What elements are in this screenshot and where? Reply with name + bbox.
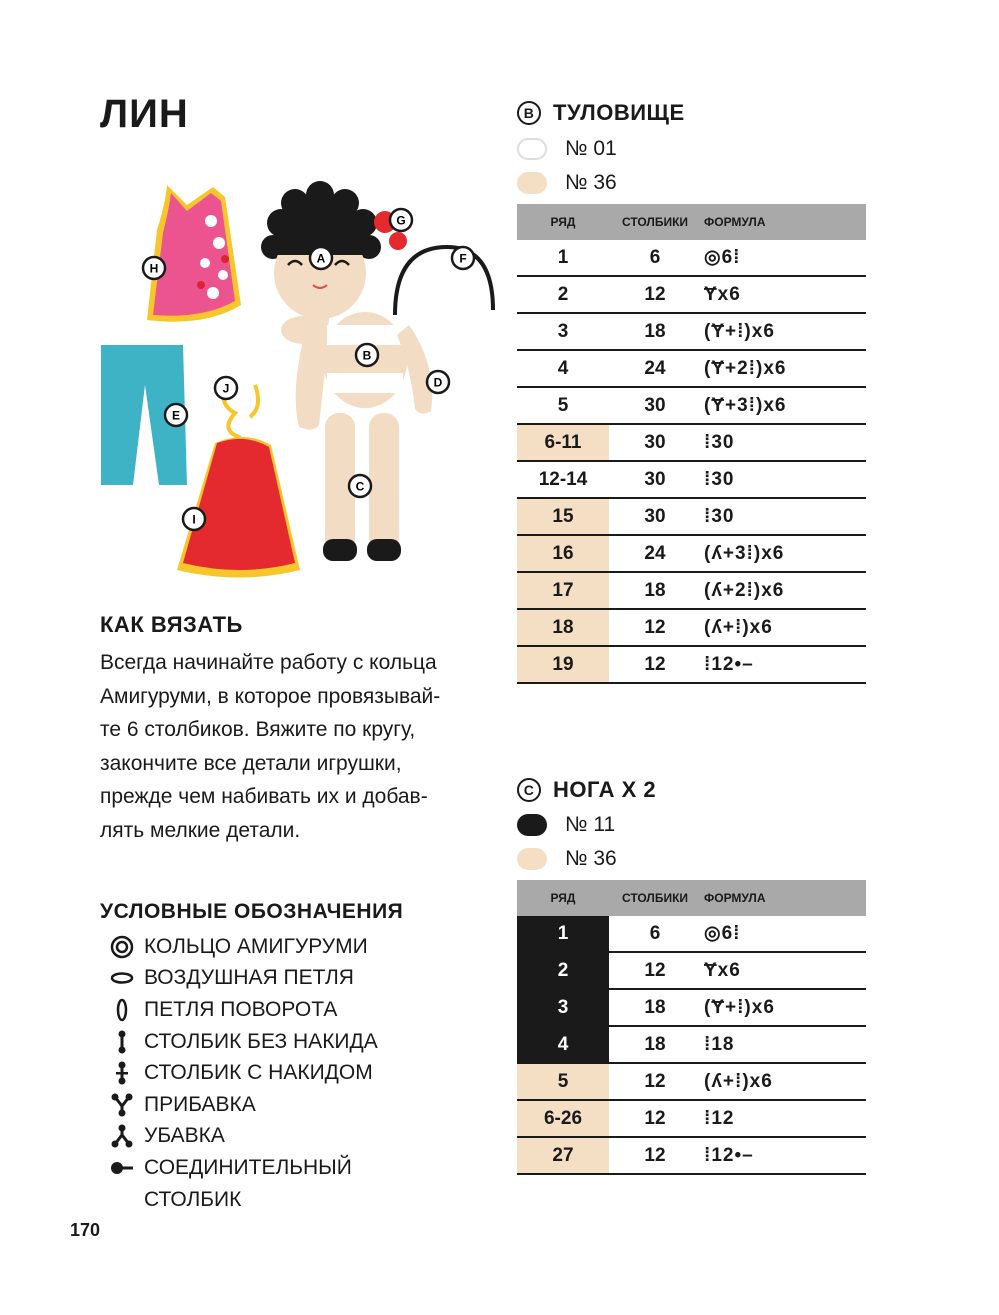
stitch-count: 24 (609, 535, 701, 572)
col-header-row: РЯД (517, 204, 609, 240)
formula: (ʎ+3⁞)x6 (701, 535, 866, 572)
legend-item (106, 931, 378, 963)
stitch-count: 12 (609, 952, 701, 989)
row-number: 1 (517, 916, 609, 952)
yarn-swatch (517, 172, 547, 194)
label-b: B (362, 348, 372, 363)
legend-item (106, 1057, 378, 1089)
legend-label: СТОЛБИК БЕЗ НАКИДА (144, 1029, 378, 1053)
how-to-line: лять мелкие детали. (100, 818, 301, 842)
yarn-swatch (517, 138, 547, 160)
col-header-row: РЯД (517, 880, 609, 916)
label-e: E (171, 408, 181, 423)
formula: ⁞30 (701, 498, 866, 535)
row-number: 3 (517, 989, 609, 1026)
legend-label: ВОЗДУШНАЯ ПЕТЛЯ (144, 966, 354, 990)
stitch-count: 30 (609, 387, 701, 424)
dress-part-h (147, 185, 241, 322)
legend-item (106, 963, 378, 995)
legend-item (106, 1184, 378, 1216)
col-header-count: СТОЛБИКИ (609, 880, 701, 916)
formula: (ʎ+2⁞)x6 (701, 572, 866, 609)
label-g: G (396, 213, 406, 228)
stitch-count: 18 (609, 1026, 701, 1063)
legend-heading: УСЛОВНЫЕ ОБОЗНАЧЕНИЯ (100, 900, 404, 923)
increase-icon (106, 1093, 138, 1117)
legend-label: СТОЛБИК С НАКИДОМ (144, 1061, 373, 1085)
col-header-formula: ФОРМУЛА (701, 880, 866, 916)
formula: (Ɏ+2⁞)x6 (701, 350, 866, 387)
table-row (517, 572, 866, 609)
legend-item (106, 1026, 378, 1058)
table-row (517, 387, 866, 424)
stitch-count: 12 (609, 609, 701, 646)
legend-list (106, 931, 378, 1215)
formula: (Ɏ+3⁞)x6 (701, 387, 866, 424)
doll-illustration (95, 175, 505, 585)
table-row (517, 276, 866, 313)
label-h: H (149, 261, 159, 276)
slip-stitch-icon (106, 1156, 138, 1180)
row-number: 6-26 (517, 1100, 609, 1137)
table-row (517, 916, 866, 952)
how-to-line: те 6 столбиков. Вяжите по кругу, (100, 718, 416, 742)
leg-heading (517, 777, 656, 803)
row-number: 12-14 (517, 461, 609, 498)
row-number: 5 (517, 387, 609, 424)
label-f: F (459, 251, 467, 266)
torso-table (517, 204, 866, 684)
table-row (517, 989, 866, 1026)
stitch-count: 12 (609, 646, 701, 683)
torso-title: ТУЛОВИЩЕ (553, 100, 685, 125)
row-number: 4 (517, 1026, 609, 1063)
stitch-count: 18 (609, 989, 701, 1026)
formula: (ʎ+⁞)x6 (701, 609, 866, 646)
label-j: J (222, 381, 230, 396)
legend-label: ПЕТЛЯ ПОВОРОТА (144, 997, 338, 1021)
how-to-line: Амигуруми, в которое провязывай- (100, 684, 441, 708)
legend-item (106, 1121, 378, 1153)
formula: ⁞30 (701, 461, 866, 498)
how-to-text (100, 646, 500, 848)
row-number: 27 (517, 1137, 609, 1174)
row-number: 1 (517, 240, 609, 276)
double-crochet-icon (106, 1061, 138, 1085)
single-crochet-icon (106, 1030, 138, 1054)
stitch-count: 30 (609, 461, 701, 498)
yarn-swatch (517, 848, 547, 870)
table-row (517, 498, 866, 535)
stitch-count: 6 (609, 240, 701, 276)
label-a: A (316, 251, 326, 266)
table-row (517, 535, 866, 572)
formula: Ɏx6 (701, 952, 866, 989)
stitch-count: 18 (609, 572, 701, 609)
torso-heading (517, 100, 685, 126)
row-number: 15 (517, 498, 609, 535)
legend-label: СОЕДИНИТЕЛЬНЫЙ (144, 1155, 352, 1179)
table-row (517, 646, 866, 683)
table-row (517, 424, 866, 461)
table-row (517, 1100, 866, 1137)
stitch-count: 6 (609, 916, 701, 952)
page-title: ЛИН (100, 92, 189, 136)
row-number: 5 (517, 1063, 609, 1100)
stitch-count: 12 (609, 276, 701, 313)
table-row (517, 313, 866, 350)
formula: ⁞18 (701, 1026, 866, 1063)
label-d: D (433, 375, 443, 390)
legend-label: СТОЛБИК (144, 1187, 242, 1211)
table-row (517, 952, 866, 989)
decrease-icon (106, 1124, 138, 1148)
skirt-part-i (177, 385, 300, 578)
section-letter-badge: C (517, 778, 541, 802)
yarn-row (517, 137, 617, 161)
row-number: 17 (517, 572, 609, 609)
row-number: 4 (517, 350, 609, 387)
row-number: 18 (517, 609, 609, 646)
formula: ◎6⁞ (701, 240, 866, 276)
table-row (517, 1063, 866, 1100)
row-number: 19 (517, 646, 609, 683)
col-header-count: СТОЛБИКИ (609, 204, 701, 240)
formula: Ɏx6 (701, 276, 866, 313)
legend-item (106, 994, 378, 1026)
yarn-row (517, 847, 617, 871)
chain-stitch-icon (106, 966, 138, 990)
magic-ring-icon (106, 935, 138, 959)
yarn-label: № 11 (565, 813, 616, 836)
yarn-label: № 01 (565, 137, 617, 160)
row-number: 6-11 (517, 424, 609, 461)
formula: (Ɏ+⁞)x6 (701, 989, 866, 1026)
how-to-heading: КАК ВЯЗАТЬ (100, 612, 243, 637)
formula: ⁞30 (701, 424, 866, 461)
table-row (517, 609, 866, 646)
stitch-count: 24 (609, 350, 701, 387)
how-to-line: Всегда начинайте работу с кольца (100, 651, 437, 674)
yarn-label: № 36 (565, 847, 617, 870)
row-number: 2 (517, 952, 609, 989)
turning-chain-icon (106, 998, 138, 1022)
yarn-swatch (517, 814, 547, 836)
legend-label: ПРИБАВКА (144, 1092, 256, 1116)
col-header-formula: ФОРМУЛА (701, 204, 866, 240)
formula: ⁞12 (701, 1100, 866, 1137)
stitch-count: 12 (609, 1063, 701, 1100)
legend-item (106, 1089, 378, 1121)
legend-item (106, 1152, 378, 1184)
how-to-line: закончите все детали игрушки, (100, 751, 402, 775)
row-number: 3 (517, 313, 609, 350)
legend-label: УБАВКА (144, 1124, 225, 1148)
stitch-count: 12 (609, 1137, 701, 1174)
formula: (Ɏ+⁞)x6 (701, 313, 866, 350)
yarn-row (517, 171, 617, 195)
formula: (ʎ+⁞)x6 (701, 1063, 866, 1100)
stitch-count: 30 (609, 424, 701, 461)
formula: ◎6⁞ (701, 916, 866, 952)
table-row (517, 461, 866, 498)
formula: ⁞12•– (701, 1137, 866, 1174)
leg-title: НОГА X 2 (553, 777, 657, 802)
table-row (517, 1026, 866, 1063)
stitch-count: 30 (609, 498, 701, 535)
row-number: 2 (517, 276, 609, 313)
table-row (517, 240, 866, 276)
table-row (517, 350, 866, 387)
page-number: 170 (70, 1220, 101, 1240)
label-i: I (192, 512, 196, 527)
section-letter-badge: B (517, 101, 541, 125)
legend-label: КОЛЬЦО АМИГУРУМИ (144, 934, 368, 958)
leg-table (517, 880, 866, 1175)
table-row (517, 1137, 866, 1174)
yarn-row (517, 813, 615, 837)
formula: ⁞12•– (701, 646, 866, 683)
yarn-label: № 36 (565, 171, 617, 194)
label-c: C (355, 479, 365, 494)
row-number: 16 (517, 535, 609, 572)
how-to-line: прежде чем набивать их и добав- (100, 785, 428, 809)
stitch-count: 18 (609, 313, 701, 350)
stitch-count: 12 (609, 1100, 701, 1137)
